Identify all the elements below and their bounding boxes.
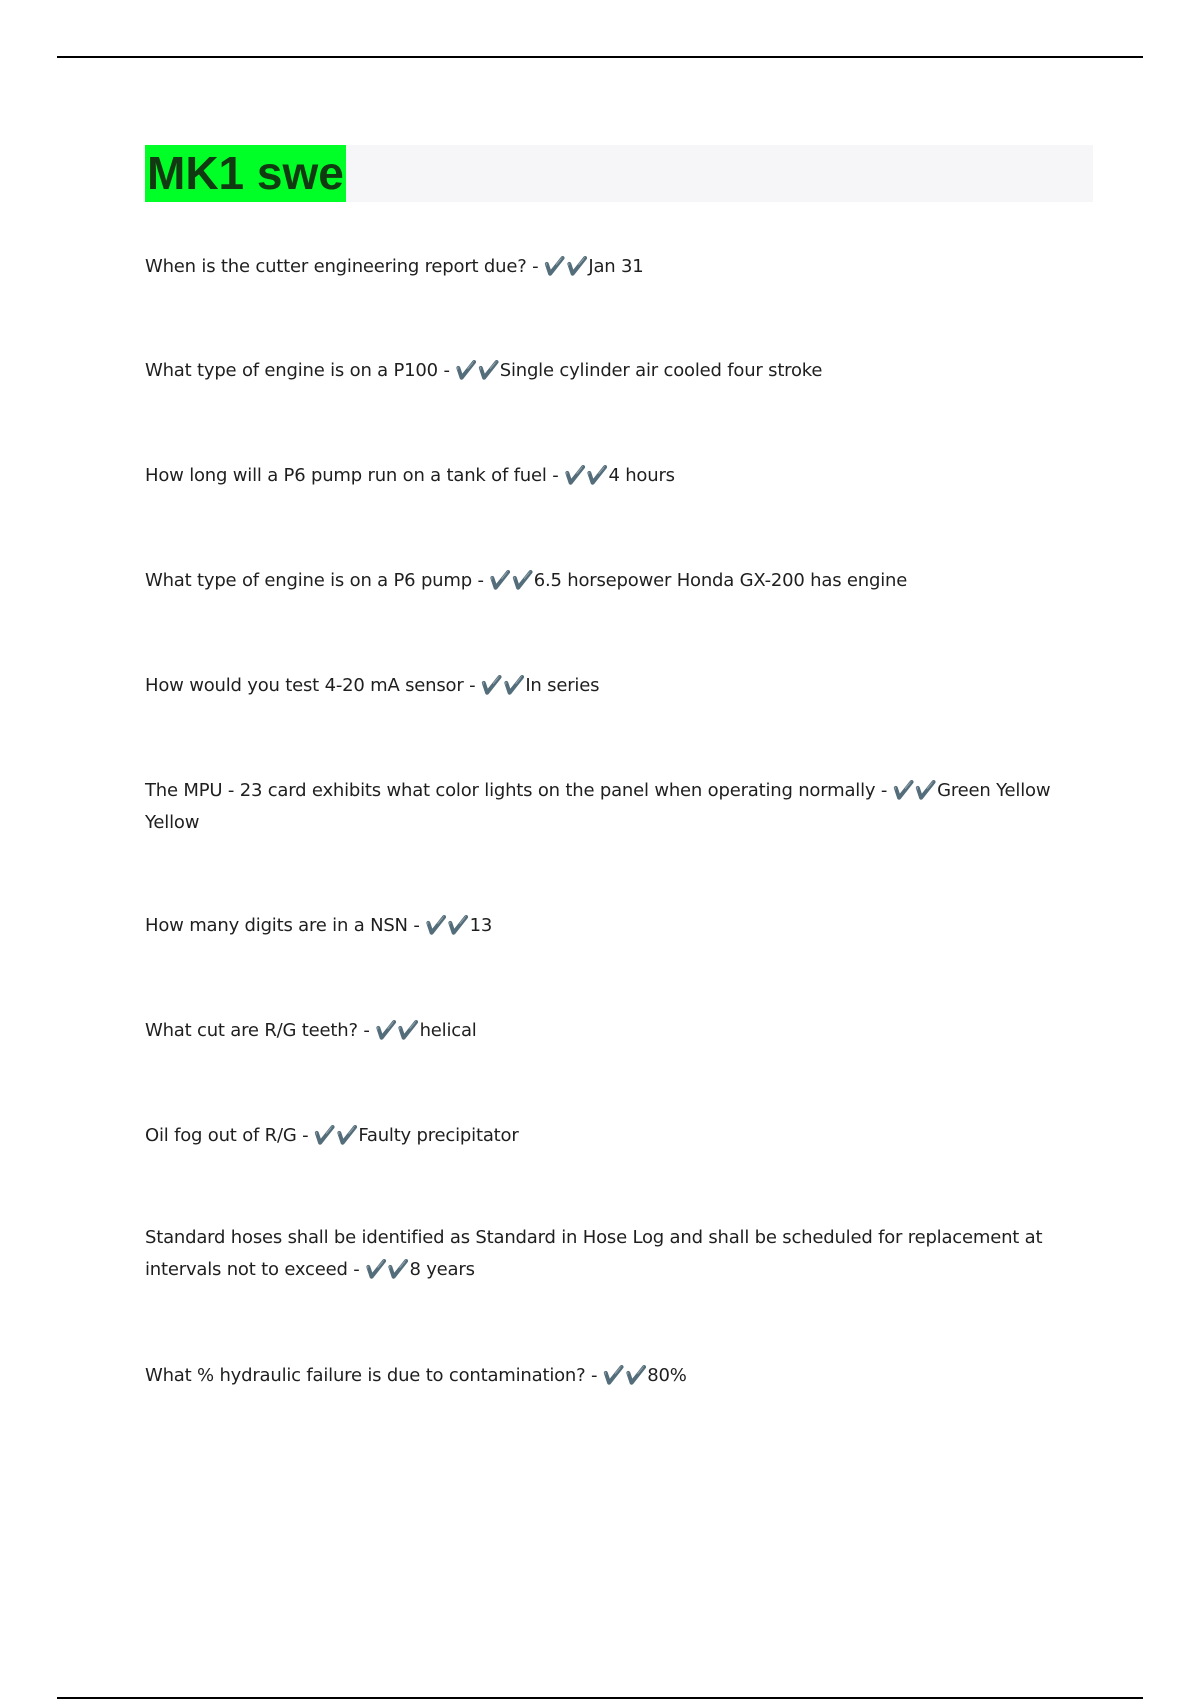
- answer: Single cylinder air cooled four stroke: [499, 360, 823, 381]
- question: What % hydraulic failure is due to contamination?: [145, 1365, 586, 1386]
- check-marks: - ✔️✔️: [407, 915, 470, 936]
- answer: 6.5 horsepower Honda GX-200 has engine: [533, 570, 908, 591]
- answer: 80%: [647, 1365, 687, 1386]
- answer: In series: [525, 675, 600, 696]
- qa-item-1: [145, 251, 1065, 283]
- check-marks: - ✔️✔️: [347, 1259, 410, 1280]
- check-marks: - ✔️✔️: [357, 1020, 420, 1041]
- top-rule: [57, 56, 1143, 58]
- qa-item-3: [145, 460, 1065, 492]
- check-marks: - ✔️✔️: [437, 360, 500, 381]
- document-title: MK1 swe: [145, 145, 346, 202]
- question: How long will a P6 pump run on a tank of fuel: [145, 465, 547, 486]
- check-marks: - ✔️✔️: [585, 1365, 648, 1386]
- qa-item-8: [145, 1015, 1065, 1047]
- check-marks: - ✔️✔️: [875, 780, 938, 801]
- question: Oil fog out of R/G: [145, 1125, 297, 1146]
- question: What type of engine is on a P100: [145, 360, 438, 381]
- answer: Jan 31: [588, 256, 644, 277]
- qa-item-5: [145, 670, 1065, 702]
- question: How many digits are in a NSN: [145, 915, 408, 936]
- question: When is the cutter engineering report due?: [145, 256, 527, 277]
- qa-item-2: [145, 355, 1065, 387]
- qa-item-4: [145, 565, 1065, 597]
- question: The MPU - 23 card exhibits what color lights on the panel when operating normally: [145, 780, 876, 801]
- check-marks: - ✔️✔️: [471, 570, 534, 591]
- question: What cut are R/G teeth?: [145, 1020, 358, 1041]
- answer: 13: [469, 915, 493, 936]
- answer: helical: [419, 1020, 477, 1041]
- answer: Green Yellow Yellow: [145, 780, 1051, 833]
- check-marks: - ✔️✔️: [296, 1125, 359, 1146]
- qa-item-6: [145, 775, 1065, 839]
- answer: 8 years: [409, 1259, 475, 1280]
- check-marks: - ✔️✔️: [526, 256, 589, 277]
- check-marks: - ✔️✔️: [546, 465, 609, 486]
- qa-item-11: [145, 1360, 1065, 1392]
- check-marks: - ✔️✔️: [463, 675, 526, 696]
- bottom-rule: [57, 1697, 1143, 1699]
- answer: 4 hours: [608, 465, 675, 486]
- qa-item-7: [145, 910, 1065, 942]
- question: How would you test 4-20 mA sensor: [145, 675, 464, 696]
- answer: Faulty precipitator: [358, 1125, 519, 1146]
- question: What type of engine is on a P6 pump: [145, 570, 472, 591]
- qa-item-10: [145, 1222, 1065, 1286]
- question: Standard hoses shall be identified as Standard in Hose Log and shall be scheduled for replacement at intervals not to exceed: [145, 1227, 1043, 1280]
- qa-item-9: [145, 1120, 1065, 1152]
